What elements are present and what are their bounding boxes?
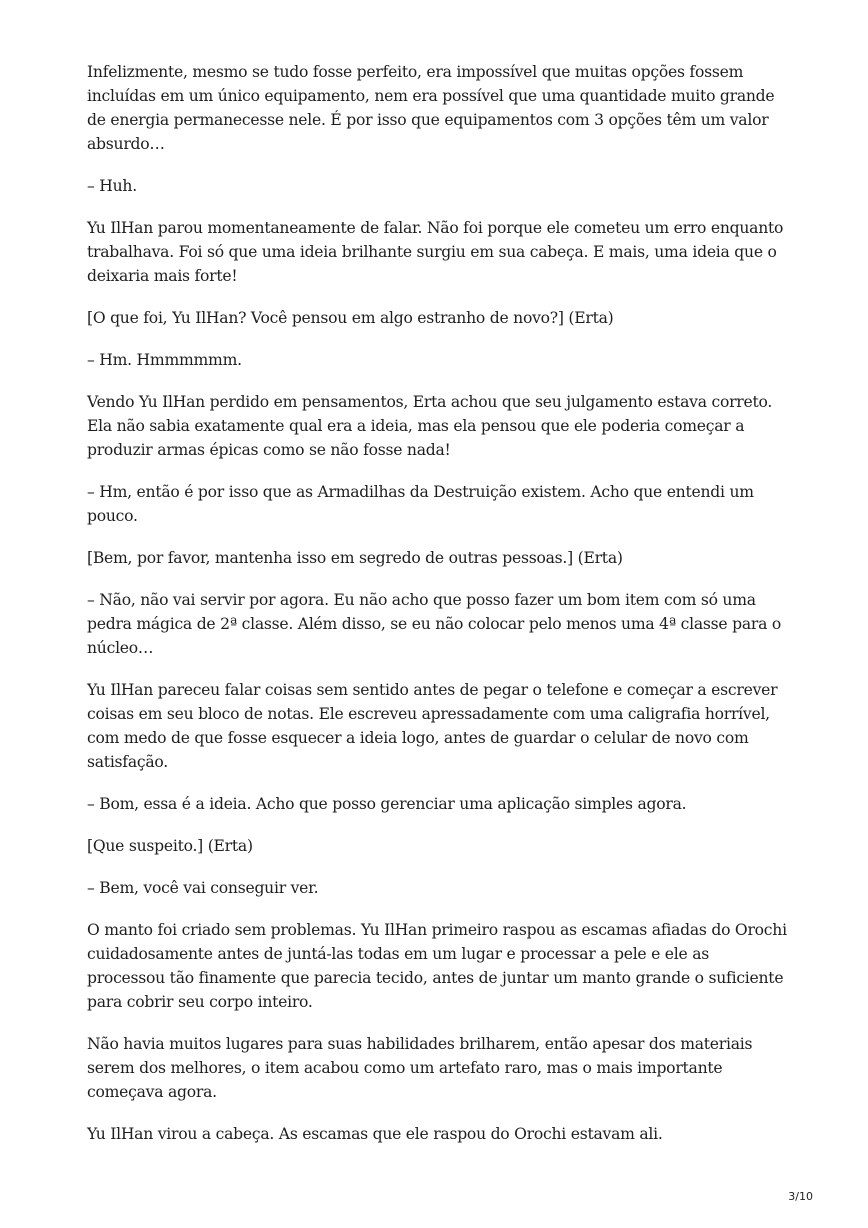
paragraph: Yu IlHan parou momentaneamente de falar. Não foi porque ele cometeu um erro enquanto trabalhava. Foi só que uma ideia brilhante surgiu em sua cabeça. E mais, uma ideia que o deixaria mais forte!	[87, 219, 784, 285]
paragraph: Infelizmente, mesmo se tudo fosse perfeito, era impossível que muitas opções fossem incluídas em um único equipamento, nem era possível que uma quantidade muito grande de energia permanecesse nele. É por isso que equipamentos com 3 opções têm um valor absurdo…	[87, 63, 775, 153]
page-number: 3/10	[788, 1190, 813, 1203]
paragraph: Yu IlHan virou a cabeça. As escamas que ele raspou do Orochi estavam ali.	[87, 1125, 663, 1143]
paragraph: Não havia muitos lugares para suas habilidades brilharem, então apesar dos materiais serem dos melhores, o item acabou como um artefato raro, mas o mais importante começava agora.	[87, 1035, 753, 1101]
paragraph: [Que suspeito.] (Erta)	[87, 837, 253, 855]
document-body	[87, 60, 787, 1164]
paragraph: Yu IlHan pareceu falar coisas sem sentido antes de pegar o telefone e começar a escrever coisas em seu bloco de notas. Ele escreveu apressadamente com uma caligrafia horrível, com medo de que fosse esquecer a ideia logo, antes de guardar o celular de novo com satisfação.	[87, 681, 778, 771]
paragraph: – Hm. Hmmmmmm.	[87, 351, 242, 369]
paragraph: – Não, não vai servir por agora. Eu não acho que posso fazer um bom item com só uma pedra mágica de 2ª classe. Além disso, se eu não colocar pelo menos uma 4ª classe para o núcleo…	[87, 591, 781, 657]
paragraph: – Bom, essa é a ideia. Acho que posso gerenciar uma aplicação simples agora.	[87, 795, 687, 813]
paragraph: – Bem, você vai conseguir ver.	[87, 879, 319, 897]
paragraph: – Hm, então é por isso que as Armadilhas da Destruição existem. Acho que entendi um pouco.	[87, 483, 754, 525]
paragraph: Vendo Yu IlHan perdido em pensamentos, Erta achou que seu julgamento estava correto. Ela não sabia exatamente qual era a ideia, mas ela pensou que ele poderia começar a produzir armas épicas como se não fosse nada!	[87, 393, 773, 459]
paragraph: O manto foi criado sem problemas. Yu IlHan primeiro raspou as escamas afiadas do Orochi cuidadosamente antes de juntá-las todas em um lugar e processar a pele e ele as processou tão finamente que parecia tecido, antes de juntar um manto grande o suficiente para cobrir seu corpo inteiro.	[87, 921, 787, 1011]
paragraph: [Bem, por favor, mantenha isso em segredo de outras pessoas.] (Erta)	[87, 549, 623, 567]
paragraph: – Huh.	[87, 177, 137, 195]
paragraph: [O que foi, Yu IlHan? Você pensou em algo estranho de novo?] (Erta)	[87, 309, 614, 327]
